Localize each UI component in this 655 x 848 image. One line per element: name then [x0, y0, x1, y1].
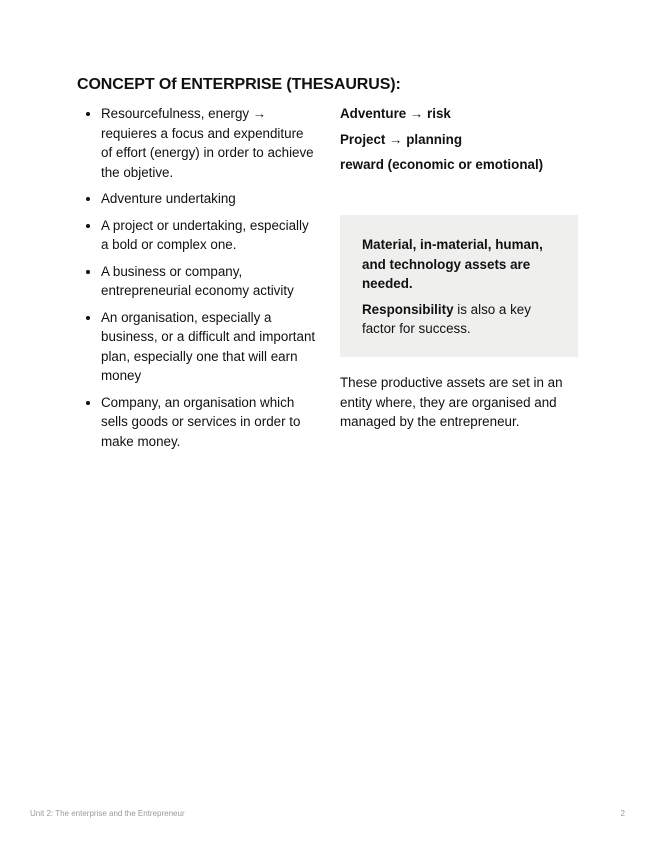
list-item-text: A project or undertaking, especially a bold or complex one.: [101, 217, 309, 252]
bullet-icon: [86, 270, 90, 274]
callout-responsibility-text: [362, 300, 556, 339]
keyword-reward: reward (economic or emotional): [340, 157, 544, 172]
bullet-icon: [86, 197, 90, 201]
footer-unit-title: Unit 2: The enterprise and the Entrepreneur: [30, 809, 185, 818]
list-item: [77, 189, 317, 209]
list-item-text: Resourcefulness, energy → requieres a focus and expenditure of effort (energy) in order to achieve the objetive.: [101, 106, 314, 180]
keywords-column: [340, 104, 580, 181]
bullet-icon: [86, 401, 90, 405]
page-title: CONCEPT Of ENTERPRISE (THESAURUS):: [77, 76, 401, 93]
responsibility-rest: is also a key factor for success.: [362, 301, 531, 336]
list-item: [77, 262, 317, 301]
footer-page-number: 2: [620, 809, 625, 818]
definitions-column: [77, 104, 317, 458]
callout-box: [340, 215, 578, 357]
callout-assets-bold: Material, in-material, human, and technology assets are needed.: [362, 237, 543, 291]
responsibility-bold: Responsibility: [362, 301, 454, 317]
keyword-project-planning: Project → planning: [340, 131, 463, 147]
productive-assets-paragraph: These productive assets are set in an entity where, they are organised and managed by the entrepreneur.: [340, 375, 563, 429]
bullet-icon: [86, 112, 90, 116]
list-item: [77, 216, 317, 255]
list-item-text: A business or company, entrepreneurial economy activity: [101, 263, 294, 298]
list-item: [77, 104, 317, 182]
callout-assets-text: [362, 235, 556, 294]
list-item-text: Adventure undertaking: [101, 191, 236, 206]
definitions-list: [77, 104, 317, 451]
bullet-icon: [86, 316, 90, 320]
list-item-text: Company, an organisation which sells goods or services in order to make money.: [101, 394, 301, 449]
list-item: [77, 308, 317, 386]
list-item: [77, 393, 317, 452]
list-item-text: An organisation, especially a business, or a difficult and important plan, especially one that will earn money: [101, 309, 316, 383]
keyword-adventure-risk: Adventure → risk: [340, 106, 451, 121]
bullet-icon: [86, 224, 90, 228]
